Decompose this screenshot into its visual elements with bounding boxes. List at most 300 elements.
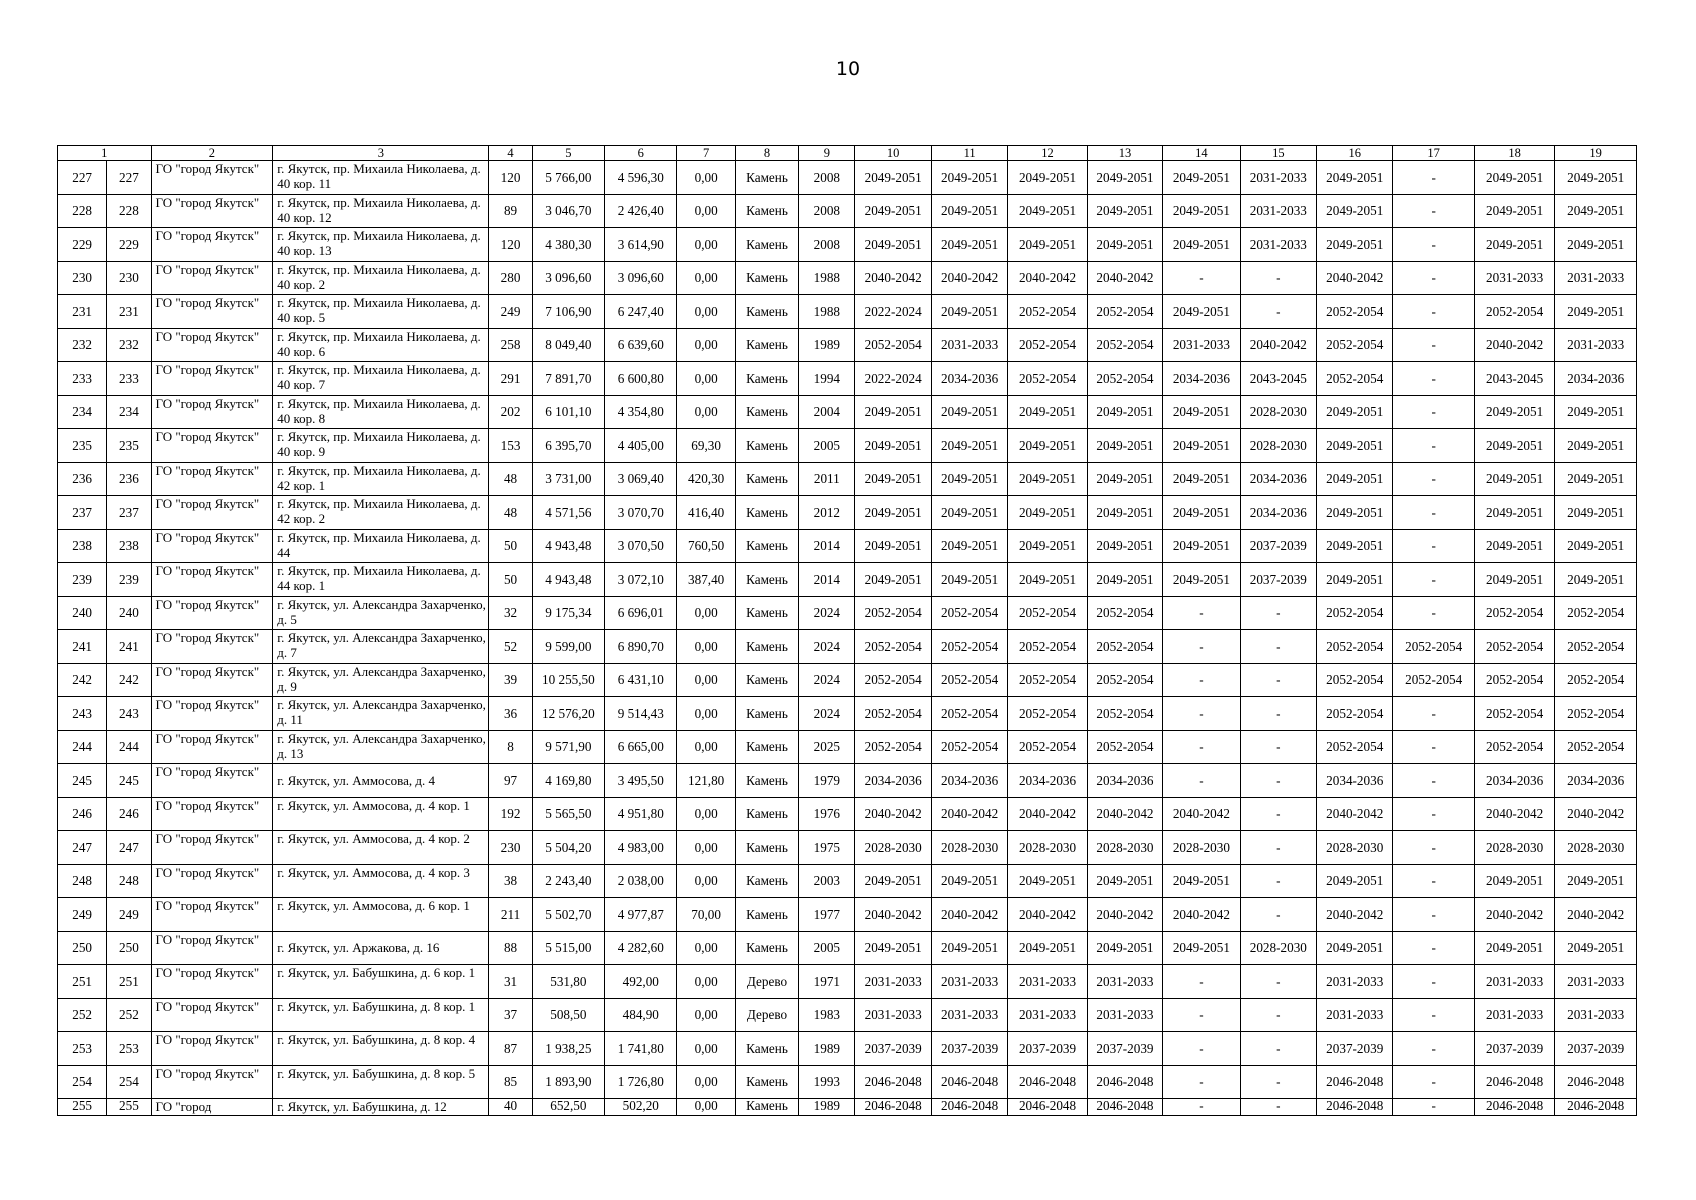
- period-18-cell: 2049-2051: [1474, 529, 1554, 563]
- header-col-5: 5: [532, 146, 604, 161]
- living-area-cell: 2 038,00: [605, 864, 677, 898]
- apartments-cell: 97: [489, 764, 532, 798]
- period-12-cell: 2049-2051: [1008, 228, 1087, 262]
- period-15-cell: 2031-2033: [1240, 228, 1316, 262]
- table-row: [58, 496, 1637, 530]
- period-12-cell: 2037-2039: [1008, 1032, 1087, 1066]
- total-area-cell: 5 504,20: [532, 831, 604, 865]
- period-19-cell: 2049-2051: [1555, 194, 1637, 228]
- header-col-13: 13: [1087, 146, 1162, 161]
- period-16-cell: 2052-2054: [1317, 362, 1393, 396]
- period-10-cell: 2022-2024: [855, 362, 931, 396]
- period-17-cell: -: [1393, 295, 1474, 329]
- total-area-cell: 7 106,90: [532, 295, 604, 329]
- row-number-cell: 237: [58, 496, 107, 530]
- organization-cell: ГО "город Якутск": [151, 529, 273, 563]
- period-11-cell: 2037-2039: [931, 1032, 1007, 1066]
- period-11-cell: 2052-2054: [931, 596, 1007, 630]
- nonresidential-area-cell: 121,80: [677, 764, 735, 798]
- row-number-2-cell: 238: [107, 529, 151, 563]
- living-area-cell: 492,00: [605, 965, 677, 999]
- table-row: [58, 328, 1637, 362]
- build-year-cell: 1993: [799, 1065, 855, 1099]
- address-cell: г. Якутск, ул. Бабушкина, д. 6 кор. 1: [273, 965, 489, 999]
- period-13-cell: 2052-2054: [1087, 630, 1162, 664]
- build-year-cell: 2005: [799, 931, 855, 965]
- row-number-2-cell: 243: [107, 697, 151, 731]
- address-cell: г. Якутск, ул. Аммосова, д. 4 кор. 2: [273, 831, 489, 865]
- living-area-cell: 6 696,01: [605, 596, 677, 630]
- period-14-cell: 2031-2033: [1163, 328, 1240, 362]
- period-11-cell: 2052-2054: [931, 730, 1007, 764]
- apartments-cell: 291: [489, 362, 532, 396]
- period-15-cell: 2034-2036: [1240, 496, 1316, 530]
- period-10-cell: 2031-2033: [855, 998, 931, 1032]
- period-13-cell: 2049-2051: [1087, 931, 1162, 965]
- row-number-2-cell: 254: [107, 1065, 151, 1099]
- period-15-cell: -: [1240, 1065, 1316, 1099]
- build-year-cell: 2024: [799, 596, 855, 630]
- period-14-cell: 2049-2051: [1163, 496, 1240, 530]
- nonresidential-area-cell: 0,00: [677, 1065, 735, 1099]
- table-row: [58, 697, 1637, 731]
- total-area-cell: 508,50: [532, 998, 604, 1032]
- period-10-cell: 2052-2054: [855, 697, 931, 731]
- period-13-cell: 2052-2054: [1087, 328, 1162, 362]
- address-cell: г. Якутск, пр. Михаила Николаева, д. 40 кор. 9: [273, 429, 489, 463]
- nonresidential-area-cell: 0,00: [677, 362, 735, 396]
- living-area-cell: 1 741,80: [605, 1032, 677, 1066]
- address-cell: г. Якутск, ул. Аммосова, д. 6 кор. 1: [273, 898, 489, 932]
- nonresidential-area-cell: 387,40: [677, 563, 735, 597]
- organization-cell: ГО "город Якутск": [151, 362, 273, 396]
- period-15-cell: 2028-2030: [1240, 931, 1316, 965]
- build-year-cell: 1983: [799, 998, 855, 1032]
- period-17-cell: -: [1393, 730, 1474, 764]
- page-number: 10: [835, 58, 861, 80]
- period-17-cell: -: [1393, 194, 1474, 228]
- header-col-11: 11: [931, 146, 1007, 161]
- wall-material-cell: Камень: [735, 228, 798, 262]
- period-19-cell: 2046-2048: [1555, 1099, 1637, 1116]
- period-13-cell: 2046-2048: [1087, 1099, 1162, 1116]
- table-row: [58, 1099, 1637, 1116]
- period-13-cell: 2040-2042: [1087, 797, 1162, 831]
- address-cell: г. Якутск, ул. Аржакова, д. 16: [273, 931, 489, 965]
- period-18-cell: 2052-2054: [1474, 295, 1554, 329]
- period-11-cell: 2049-2051: [931, 194, 1007, 228]
- period-19-cell: 2049-2051: [1555, 295, 1637, 329]
- column-number-row: [58, 146, 1637, 161]
- period-13-cell: 2037-2039: [1087, 1032, 1162, 1066]
- apartments-cell: 48: [489, 496, 532, 530]
- apartments-cell: 37: [489, 998, 532, 1032]
- total-area-cell: 652,50: [532, 1099, 604, 1116]
- period-11-cell: 2049-2051: [931, 563, 1007, 597]
- period-10-cell: 2049-2051: [855, 563, 931, 597]
- build-year-cell: 2004: [799, 395, 855, 429]
- row-number-2-cell: 247: [107, 831, 151, 865]
- wall-material-cell: Дерево: [735, 965, 798, 999]
- period-12-cell: 2040-2042: [1008, 797, 1087, 831]
- living-area-cell: 1 726,80: [605, 1065, 677, 1099]
- period-10-cell: 2040-2042: [855, 261, 931, 295]
- period-13-cell: 2049-2051: [1087, 462, 1162, 496]
- period-10-cell: 2049-2051: [855, 429, 931, 463]
- period-15-cell: 2028-2030: [1240, 395, 1316, 429]
- period-14-cell: -: [1163, 1032, 1240, 1066]
- apartments-cell: 280: [489, 261, 532, 295]
- period-16-cell: 2028-2030: [1317, 831, 1393, 865]
- period-10-cell: 2052-2054: [855, 730, 931, 764]
- period-13-cell: 2052-2054: [1087, 295, 1162, 329]
- period-16-cell: 2052-2054: [1317, 328, 1393, 362]
- living-area-cell: 3 495,50: [605, 764, 677, 798]
- living-area-cell: 6 639,60: [605, 328, 677, 362]
- period-17-cell: -: [1393, 228, 1474, 262]
- period-11-cell: 2034-2036: [931, 362, 1007, 396]
- organization-cell: ГО "город Якутск": [151, 462, 273, 496]
- wall-material-cell: Дерево: [735, 998, 798, 1032]
- period-19-cell: 2031-2033: [1555, 261, 1637, 295]
- table-row: [58, 295, 1637, 329]
- total-area-cell: 4 943,48: [532, 529, 604, 563]
- nonresidential-area-cell: 0,00: [677, 328, 735, 362]
- nonresidential-area-cell: 0,00: [677, 998, 735, 1032]
- row-number-2-cell: 236: [107, 462, 151, 496]
- period-12-cell: 2052-2054: [1008, 362, 1087, 396]
- wall-material-cell: Камень: [735, 529, 798, 563]
- period-14-cell: 2049-2051: [1163, 295, 1240, 329]
- row-number-cell: 245: [58, 764, 107, 798]
- period-19-cell: 2040-2042: [1555, 898, 1637, 932]
- period-12-cell: 2049-2051: [1008, 194, 1087, 228]
- period-11-cell: 2049-2051: [931, 228, 1007, 262]
- row-number-2-cell: 235: [107, 429, 151, 463]
- total-area-cell: 3 731,00: [532, 462, 604, 496]
- period-18-cell: 2040-2042: [1474, 797, 1554, 831]
- period-16-cell: 2049-2051: [1317, 864, 1393, 898]
- address-cell: г. Якутск, ул. Александра Захарченко, д. 13: [273, 730, 489, 764]
- period-19-cell: 2052-2054: [1555, 730, 1637, 764]
- period-16-cell: 2049-2051: [1317, 529, 1393, 563]
- row-number-cell: 233: [58, 362, 107, 396]
- period-10-cell: 2049-2051: [855, 395, 931, 429]
- period-11-cell: 2049-2051: [931, 864, 1007, 898]
- period-12-cell: 2052-2054: [1008, 697, 1087, 731]
- period-18-cell: 2049-2051: [1474, 228, 1554, 262]
- total-area-cell: 6 101,10: [532, 395, 604, 429]
- period-17-cell: -: [1393, 898, 1474, 932]
- organization-cell: ГО "город Якутск": [151, 730, 273, 764]
- period-14-cell: -: [1163, 663, 1240, 697]
- organization-cell: ГО "город Якутск": [151, 697, 273, 731]
- period-18-cell: 2037-2039: [1474, 1032, 1554, 1066]
- period-16-cell: 2031-2033: [1317, 965, 1393, 999]
- nonresidential-area-cell: 0,00: [677, 697, 735, 731]
- nonresidential-area-cell: 69,30: [677, 429, 735, 463]
- period-10-cell: 2052-2054: [855, 596, 931, 630]
- period-10-cell: 2034-2036: [855, 764, 931, 798]
- apartments-cell: 258: [489, 328, 532, 362]
- address-cell: г. Якутск, ул. Аммосова, д. 4 кор. 1: [273, 797, 489, 831]
- period-16-cell: 2049-2051: [1317, 161, 1393, 195]
- period-14-cell: -: [1163, 1065, 1240, 1099]
- table-row: [58, 362, 1637, 396]
- period-15-cell: 2034-2036: [1240, 462, 1316, 496]
- row-number-cell: 231: [58, 295, 107, 329]
- period-11-cell: 2052-2054: [931, 630, 1007, 664]
- period-18-cell: 2052-2054: [1474, 596, 1554, 630]
- organization-cell: ГО "город Якутск": [151, 898, 273, 932]
- row-number-2-cell: 250: [107, 931, 151, 965]
- row-number-2-cell: 255: [107, 1099, 151, 1116]
- period-11-cell: 2031-2033: [931, 998, 1007, 1032]
- living-area-cell: 4 951,80: [605, 797, 677, 831]
- period-18-cell: 2049-2051: [1474, 429, 1554, 463]
- header-col-8: 8: [735, 146, 798, 161]
- apartments-cell: 48: [489, 462, 532, 496]
- period-10-cell: 2040-2042: [855, 797, 931, 831]
- header-col-16: 16: [1317, 146, 1393, 161]
- living-area-cell: 6 431,10: [605, 663, 677, 697]
- apartments-cell: 202: [489, 395, 532, 429]
- row-number-2-cell: 252: [107, 998, 151, 1032]
- period-19-cell: 2049-2051: [1555, 462, 1637, 496]
- period-12-cell: 2034-2036: [1008, 764, 1087, 798]
- apartments-cell: 87: [489, 1032, 532, 1066]
- period-12-cell: 2049-2051: [1008, 864, 1087, 898]
- table-row: [58, 831, 1637, 865]
- table-row: [58, 529, 1637, 563]
- table-row: [58, 462, 1637, 496]
- nonresidential-area-cell: 0,00: [677, 730, 735, 764]
- address-cell: г. Якутск, ул. Аммосова, д. 4: [273, 764, 489, 798]
- period-11-cell: 2046-2048: [931, 1099, 1007, 1116]
- wall-material-cell: Камень: [735, 864, 798, 898]
- period-18-cell: 2040-2042: [1474, 898, 1554, 932]
- row-number-2-cell: 241: [107, 630, 151, 664]
- apartments-cell: 40: [489, 1099, 532, 1116]
- row-number-cell: 227: [58, 161, 107, 195]
- build-year-cell: 2025: [799, 730, 855, 764]
- period-18-cell: 2040-2042: [1474, 328, 1554, 362]
- period-12-cell: 2052-2054: [1008, 663, 1087, 697]
- row-number-cell: 249: [58, 898, 107, 932]
- row-number-cell: 229: [58, 228, 107, 262]
- organization-cell: ГО "город Якутск": [151, 194, 273, 228]
- nonresidential-area-cell: 0,00: [677, 261, 735, 295]
- organization-cell: ГО "город Якутск": [151, 563, 273, 597]
- period-16-cell: 2037-2039: [1317, 1032, 1393, 1066]
- address-cell: г. Якутск, ул. Александра Захарченко, д. 7: [273, 630, 489, 664]
- build-year-cell: 1976: [799, 797, 855, 831]
- wall-material-cell: Камень: [735, 697, 798, 731]
- wall-material-cell: Камень: [735, 462, 798, 496]
- period-12-cell: 2052-2054: [1008, 630, 1087, 664]
- organization-cell: ГО "город: [151, 1099, 273, 1116]
- build-year-cell: 1977: [799, 898, 855, 932]
- period-12-cell: 2049-2051: [1008, 496, 1087, 530]
- period-15-cell: -: [1240, 831, 1316, 865]
- period-15-cell: 2037-2039: [1240, 529, 1316, 563]
- header-col-7: 7: [677, 146, 735, 161]
- period-10-cell: 2052-2054: [855, 630, 931, 664]
- organization-cell: ГО "город Якутск": [151, 931, 273, 965]
- period-14-cell: -: [1163, 998, 1240, 1032]
- organization-cell: ГО "город Якутск": [151, 965, 273, 999]
- period-11-cell: 2049-2051: [931, 429, 1007, 463]
- build-year-cell: 1994: [799, 362, 855, 396]
- header-col-18: 18: [1474, 146, 1554, 161]
- period-15-cell: 2037-2039: [1240, 563, 1316, 597]
- build-year-cell: 1989: [799, 1032, 855, 1066]
- apartments-cell: 85: [489, 1065, 532, 1099]
- period-15-cell: -: [1240, 1099, 1316, 1116]
- period-12-cell: 2031-2033: [1008, 965, 1087, 999]
- row-number-2-cell: 233: [107, 362, 151, 396]
- period-17-cell: -: [1393, 797, 1474, 831]
- address-cell: г. Якутск, ул. Аммосова, д. 4 кор. 3: [273, 864, 489, 898]
- period-17-cell: -: [1393, 1032, 1474, 1066]
- row-number-cell: 253: [58, 1032, 107, 1066]
- period-15-cell: -: [1240, 864, 1316, 898]
- header-col-12: 12: [1008, 146, 1087, 161]
- nonresidential-area-cell: 0,00: [677, 864, 735, 898]
- period-16-cell: 2049-2051: [1317, 496, 1393, 530]
- row-number-2-cell: 234: [107, 395, 151, 429]
- period-18-cell: 2043-2045: [1474, 362, 1554, 396]
- period-11-cell: 2034-2036: [931, 764, 1007, 798]
- period-17-cell: -: [1393, 931, 1474, 965]
- period-12-cell: 2046-2048: [1008, 1065, 1087, 1099]
- nonresidential-area-cell: 0,00: [677, 596, 735, 630]
- period-11-cell: 2049-2051: [931, 496, 1007, 530]
- period-17-cell: -: [1393, 362, 1474, 396]
- period-15-cell: -: [1240, 1032, 1316, 1066]
- period-19-cell: 2034-2036: [1555, 764, 1637, 798]
- period-16-cell: 2049-2051: [1317, 462, 1393, 496]
- period-18-cell: 2034-2036: [1474, 764, 1554, 798]
- period-15-cell: -: [1240, 965, 1316, 999]
- organization-cell: ГО "город Якутск": [151, 764, 273, 798]
- address-cell: г. Якутск, пр. Михаила Николаева, д. 40 кор. 7: [273, 362, 489, 396]
- period-14-cell: 2049-2051: [1163, 563, 1240, 597]
- period-14-cell: 2049-2051: [1163, 864, 1240, 898]
- period-19-cell: 2049-2051: [1555, 529, 1637, 563]
- row-number-2-cell: 237: [107, 496, 151, 530]
- row-number-cell: 232: [58, 328, 107, 362]
- period-13-cell: 2052-2054: [1087, 697, 1162, 731]
- table-row: [58, 194, 1637, 228]
- period-19-cell: 2028-2030: [1555, 831, 1637, 865]
- address-cell: г. Якутск, пр. Михаила Николаева, д. 44: [273, 529, 489, 563]
- period-19-cell: 2049-2051: [1555, 864, 1637, 898]
- nonresidential-area-cell: 0,00: [677, 931, 735, 965]
- wall-material-cell: Камень: [735, 362, 798, 396]
- period-13-cell: 2040-2042: [1087, 261, 1162, 295]
- address-cell: г. Якутск, пр. Михаила Николаева, д. 40 кор. 11: [273, 161, 489, 195]
- period-19-cell: 2052-2054: [1555, 596, 1637, 630]
- row-number-cell: 235: [58, 429, 107, 463]
- period-14-cell: 2049-2051: [1163, 395, 1240, 429]
- wall-material-cell: Камень: [735, 1099, 798, 1116]
- period-15-cell: -: [1240, 663, 1316, 697]
- period-19-cell: 2049-2051: [1555, 228, 1637, 262]
- period-17-cell: 2052-2054: [1393, 630, 1474, 664]
- period-18-cell: 2049-2051: [1474, 161, 1554, 195]
- table-row: [58, 965, 1637, 999]
- period-13-cell: 2031-2033: [1087, 965, 1162, 999]
- living-area-cell: 484,90: [605, 998, 677, 1032]
- build-year-cell: 2003: [799, 864, 855, 898]
- row-number-2-cell: 249: [107, 898, 151, 932]
- row-number-2-cell: 253: [107, 1032, 151, 1066]
- period-13-cell: 2049-2051: [1087, 395, 1162, 429]
- period-14-cell: -: [1163, 764, 1240, 798]
- nonresidential-area-cell: 0,00: [677, 663, 735, 697]
- total-area-cell: 9 175,34: [532, 596, 604, 630]
- period-19-cell: 2049-2051: [1555, 395, 1637, 429]
- period-14-cell: -: [1163, 965, 1240, 999]
- period-13-cell: 2028-2030: [1087, 831, 1162, 865]
- wall-material-cell: Камень: [735, 261, 798, 295]
- nonresidential-area-cell: 0,00: [677, 295, 735, 329]
- table-row: [58, 998, 1637, 1032]
- nonresidential-area-cell: 70,00: [677, 898, 735, 932]
- period-10-cell: 2049-2051: [855, 864, 931, 898]
- build-year-cell: 2008: [799, 228, 855, 262]
- period-14-cell: -: [1163, 1099, 1240, 1116]
- row-number-2-cell: 239: [107, 563, 151, 597]
- address-cell: г. Якутск, ул. Александра Захарченко, д. 5: [273, 596, 489, 630]
- period-13-cell: 2049-2051: [1087, 228, 1162, 262]
- total-area-cell: 5 766,00: [532, 161, 604, 195]
- period-19-cell: 2034-2036: [1555, 362, 1637, 396]
- header-col-3: 3: [273, 146, 489, 161]
- table-row: [58, 596, 1637, 630]
- living-area-cell: 2 426,40: [605, 194, 677, 228]
- total-area-cell: 8 049,40: [532, 328, 604, 362]
- living-area-cell: 4 983,00: [605, 831, 677, 865]
- row-number-cell: 243: [58, 697, 107, 731]
- period-13-cell: 2052-2054: [1087, 362, 1162, 396]
- period-15-cell: -: [1240, 797, 1316, 831]
- table-row: [58, 663, 1637, 697]
- wall-material-cell: Камень: [735, 596, 798, 630]
- period-17-cell: -: [1393, 529, 1474, 563]
- period-12-cell: 2052-2054: [1008, 730, 1087, 764]
- period-18-cell: 2049-2051: [1474, 496, 1554, 530]
- row-number-cell: 239: [58, 563, 107, 597]
- living-area-cell: 3 070,50: [605, 529, 677, 563]
- row-number-2-cell: 229: [107, 228, 151, 262]
- period-19-cell: 2031-2033: [1555, 998, 1637, 1032]
- period-13-cell: 2049-2051: [1087, 864, 1162, 898]
- build-year-cell: 1989: [799, 328, 855, 362]
- period-17-cell: 2052-2054: [1393, 663, 1474, 697]
- wall-material-cell: Камень: [735, 898, 798, 932]
- nonresidential-area-cell: 0,00: [677, 194, 735, 228]
- period-19-cell: 2049-2051: [1555, 563, 1637, 597]
- apartments-cell: 39: [489, 663, 532, 697]
- table-row: [58, 931, 1637, 965]
- organization-cell: ГО "город Якутск": [151, 1032, 273, 1066]
- row-number-2-cell: 231: [107, 295, 151, 329]
- row-number-2-cell: 232: [107, 328, 151, 362]
- living-area-cell: 3 614,90: [605, 228, 677, 262]
- period-12-cell: 2052-2054: [1008, 596, 1087, 630]
